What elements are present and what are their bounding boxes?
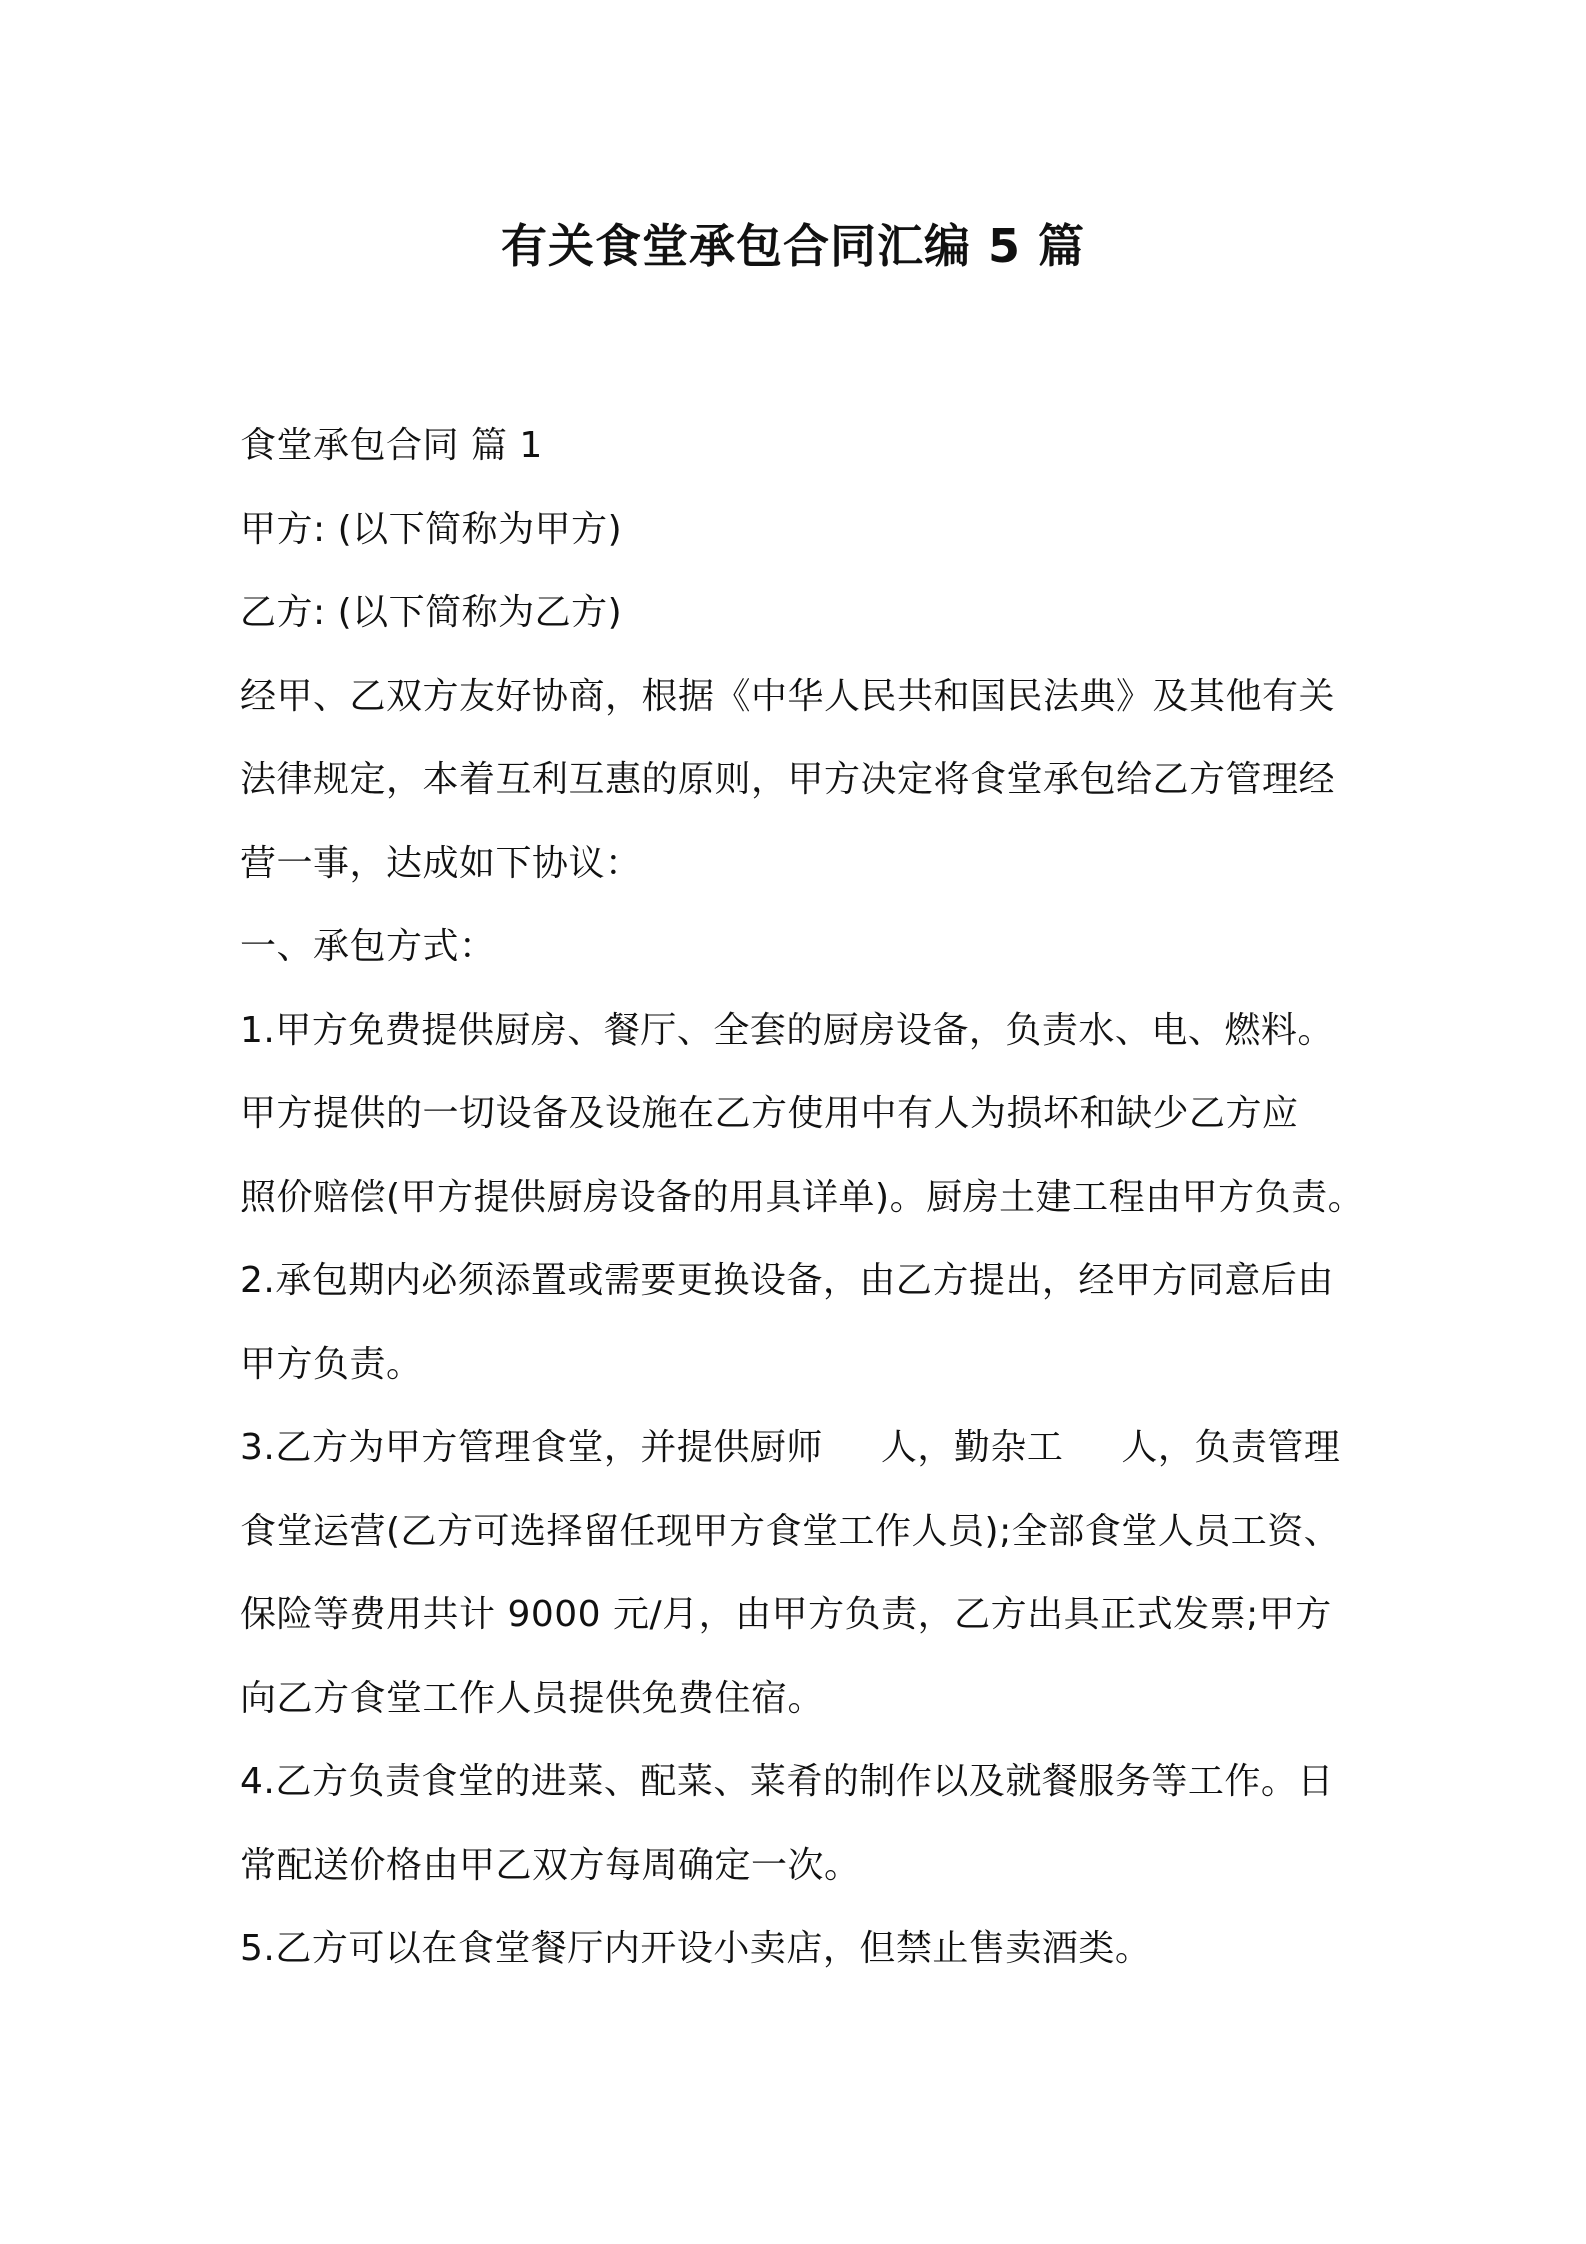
clause-3-part-1: 3.乙方为甲方管理食堂，并提供厨师 bbox=[240, 1427, 823, 1468]
paragraph-line: 甲方负责。 bbox=[240, 1343, 423, 1385]
paragraph-line: 营一事，达成如下协议： bbox=[240, 842, 642, 884]
paragraph-line: 常配送价格由甲乙双方每周确定一次。 bbox=[240, 1844, 861, 1886]
paragraph-line-with-blanks bbox=[240, 1406, 1360, 1490]
paragraph-line: 4.乙方负责食堂的进菜、配菜、菜肴的制作以及就餐服务等工作。日 bbox=[240, 1761, 1334, 1802]
party-b-line: 乙方: (以下简称为乙方) bbox=[240, 592, 623, 633]
document-title: 有关食堂承包合同汇编 5 篇 bbox=[500, 219, 1086, 273]
paragraph-line: 保险等费用共计 9000 元/月，由甲方负责，乙方出具正式发票;甲方 bbox=[240, 1594, 1332, 1635]
paragraph-line: 甲方提供的一切设备及设施在乙方使用中有人为损坏和缺少乙方应 bbox=[240, 1093, 1299, 1134]
paragraph-line: 照价赔偿(甲方提供厨房设备的用具详单)。厨房土建工程由甲方负责。 bbox=[240, 1176, 1365, 1218]
party-a-line: 甲方: (以下简称为甲方) bbox=[240, 508, 623, 550]
clause-heading: 一、承包方式： bbox=[240, 926, 496, 967]
paragraph-line: 经甲、乙双方友好协商，根据《中华人民共和国民法典》及其他有关 bbox=[240, 675, 1336, 717]
section-heading: 食堂承包合同 篇 1 bbox=[240, 425, 543, 466]
paragraph-line: 法律规定，本着互利互惠的原则，甲方决定将食堂承包给乙方管理经 bbox=[240, 759, 1336, 800]
paragraph-line: 2.承包期内必须添置或需要更换设备，由乙方提出，经甲方同意后由 bbox=[240, 1260, 1334, 1301]
clause-3-part-2: 人，勤杂工 bbox=[880, 1427, 1064, 1468]
document-body bbox=[240, 404, 1365, 1991]
paragraph-line: 1.甲方免费提供厨房、餐厅、全套的厨房设备，负责水、电、燃料。 bbox=[240, 1009, 1334, 1051]
clause-3-part-3: 人，负责管理 bbox=[1121, 1427, 1341, 1468]
paragraph-line: 向乙方食堂工作人员提供免费住宿。 bbox=[240, 1677, 825, 1719]
paragraph-line: 5.乙方可以在食堂餐厅内开设小卖店，但禁止售卖酒类。 bbox=[240, 1928, 1152, 1969]
paragraph-line: 食堂运营(乙方可选择留任现甲方食堂工作人员);全部食堂人员工资、 bbox=[240, 1510, 1341, 1552]
